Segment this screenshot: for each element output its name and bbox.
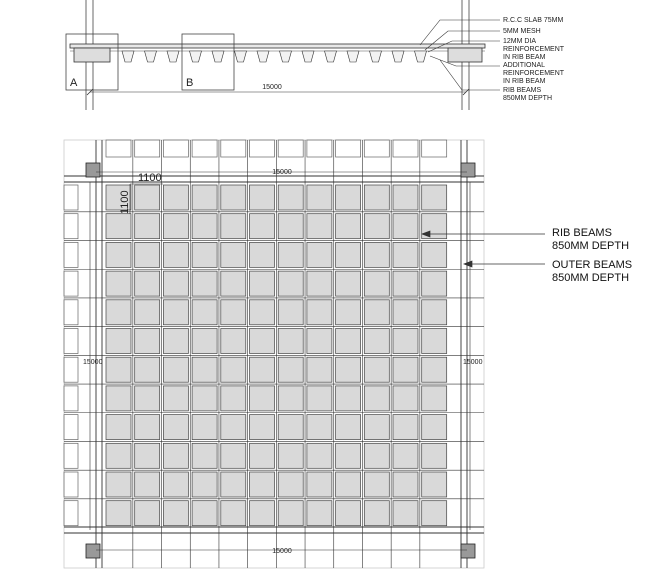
coffer-panel <box>336 472 361 497</box>
coffer-panel <box>135 415 160 440</box>
rib-profile <box>392 51 404 62</box>
end-beam-right <box>448 48 482 62</box>
coffer-panel <box>250 386 275 411</box>
coffer-panel <box>336 329 361 354</box>
coffer-panel <box>336 357 361 382</box>
coffer-panel <box>135 472 160 497</box>
coffer-panel <box>422 443 447 468</box>
label-mesh: 5MM MESH <box>503 28 541 35</box>
coffer-panel <box>221 415 246 440</box>
stub-top <box>250 140 275 157</box>
rib-profile <box>325 51 337 62</box>
coffer-panel <box>135 214 160 239</box>
coffer-panel <box>393 300 418 325</box>
coffer-panel <box>336 271 361 296</box>
stub-top <box>221 140 246 157</box>
stub-top <box>192 140 217 157</box>
coffer-panel <box>393 242 418 267</box>
coffer-panel <box>135 386 160 411</box>
coffer-panel <box>393 501 418 526</box>
coffer-panel <box>135 242 160 267</box>
plan-dim-left: 15000 <box>83 359 103 366</box>
coffer-panel <box>250 214 275 239</box>
coffer-panel <box>278 242 303 267</box>
coffer-panel <box>192 415 217 440</box>
coffer-panel <box>163 357 188 382</box>
rib-profile <box>167 51 179 62</box>
stub-left <box>64 443 78 468</box>
coffer-panel <box>364 443 389 468</box>
coffer-panel <box>106 300 131 325</box>
coffer-panel <box>422 501 447 526</box>
coffer-panel <box>364 329 389 354</box>
coffer-panel <box>393 357 418 382</box>
section-labels <box>503 17 565 102</box>
coffer-panel <box>163 472 188 497</box>
coffer-panel <box>221 386 246 411</box>
coffer-panel <box>221 443 246 468</box>
coffer-panel <box>307 357 332 382</box>
coffer-panel <box>106 501 131 526</box>
coffer-panel <box>135 271 160 296</box>
callout-rib-depth: 850MM DEPTH <box>552 240 630 252</box>
coffer-panel <box>192 501 217 526</box>
coffer-panel <box>307 472 332 497</box>
coffer-panel <box>250 415 275 440</box>
stub-left <box>64 214 78 239</box>
coffer-panel <box>422 472 447 497</box>
stub-left <box>64 415 78 440</box>
rib-profile <box>370 51 382 62</box>
coffer-panel <box>307 271 332 296</box>
coffer-panel <box>221 357 246 382</box>
rib-profile <box>145 51 157 62</box>
coffer-panel <box>364 300 389 325</box>
stub-left <box>64 472 78 497</box>
detail-label-a: A <box>70 77 78 89</box>
column-bottom-left <box>86 544 100 558</box>
coffer-panel <box>422 185 447 210</box>
coffer-panel <box>307 242 332 267</box>
coffer-panel <box>278 443 303 468</box>
label-reinforcement-2: REINFORCEMENT <box>503 70 565 77</box>
rib-profile <box>415 51 427 62</box>
coffer-panel <box>393 472 418 497</box>
coffer-panel <box>106 472 131 497</box>
coffer-panel <box>250 300 275 325</box>
plan-dim-top: 15000 <box>272 169 292 176</box>
coffer-panel <box>192 300 217 325</box>
coffer-panel <box>278 386 303 411</box>
coffer-panel <box>307 300 332 325</box>
coffer-panel <box>422 386 447 411</box>
coffer-panel <box>336 185 361 210</box>
coffer-panel <box>250 443 275 468</box>
coffer-panel <box>278 357 303 382</box>
coffer-panel <box>336 386 361 411</box>
rib-profile <box>190 51 202 62</box>
coffer-panel <box>422 357 447 382</box>
coffer-panel <box>393 185 418 210</box>
coffer-panel <box>364 415 389 440</box>
coffer-panel <box>393 214 418 239</box>
coffer-panel <box>221 472 246 497</box>
stub-top <box>278 140 303 157</box>
stub-left <box>64 271 78 296</box>
coffer-panel <box>221 501 246 526</box>
coffer-panel <box>106 386 131 411</box>
stub-top <box>307 140 332 157</box>
coffer-panel <box>163 386 188 411</box>
coffer-panel <box>393 329 418 354</box>
coffer-panel <box>106 271 131 296</box>
rib-beam-profiles <box>122 51 427 62</box>
coffer-panel <box>278 329 303 354</box>
callout-outer-beams: OUTER BEAMS <box>552 259 633 271</box>
coffer-panel <box>192 185 217 210</box>
coffer-panel <box>192 357 217 382</box>
rib-profile <box>347 51 359 62</box>
coffer-panel <box>364 472 389 497</box>
column-top-right <box>461 163 475 177</box>
rib-profile <box>302 51 314 62</box>
coffer-panel <box>221 242 246 267</box>
coffer-panel <box>250 242 275 267</box>
label-12mm-dia: 12MM DIA <box>503 38 537 45</box>
coffer-panel <box>163 271 188 296</box>
coffer-panel <box>221 329 246 354</box>
stub-left <box>64 501 78 526</box>
coffer-panel <box>250 271 275 296</box>
coffer-panel <box>163 242 188 267</box>
stub-top <box>393 140 418 157</box>
stub-left <box>64 185 78 210</box>
coffer-panel <box>250 185 275 210</box>
stub-left <box>64 386 78 411</box>
coffer-panel <box>135 357 160 382</box>
coffer-panel <box>163 443 188 468</box>
label-in-rib-beam-1: IN RIB BEAM <box>503 54 546 61</box>
coffer-panel <box>250 501 275 526</box>
coffer-panel <box>422 329 447 354</box>
rib-profile <box>257 51 269 62</box>
plan-dim-right: 15000 <box>463 359 483 366</box>
rib-profile <box>212 51 224 62</box>
label-rcc-slab: R.C.C SLAB 75MM <box>503 17 564 24</box>
coffer-panel <box>307 214 332 239</box>
coffer-panel <box>135 501 160 526</box>
coffer-panel <box>364 185 389 210</box>
coffer-panel <box>278 501 303 526</box>
coffer-panel <box>364 357 389 382</box>
coffer-panel <box>135 185 160 210</box>
rib-profile <box>235 51 247 62</box>
coffer-panel <box>364 214 389 239</box>
coffer-panel <box>422 415 447 440</box>
stub-top <box>163 140 188 157</box>
coffer-panel <box>336 415 361 440</box>
stub-top <box>135 140 160 157</box>
coffer-panel <box>278 214 303 239</box>
coffer-panel <box>163 300 188 325</box>
coffer-panel <box>422 242 447 267</box>
coffer-panel <box>163 501 188 526</box>
coffer-panel <box>393 271 418 296</box>
coffer-panel <box>221 214 246 239</box>
panel-dim-horizontal: 1100 <box>138 172 162 184</box>
coffer-panel <box>163 415 188 440</box>
end-beam-left <box>74 48 110 62</box>
stub-left <box>64 300 78 325</box>
label-reinforcement-1: REINFORCEMENT <box>503 46 565 53</box>
coffer-panel <box>422 271 447 296</box>
coffer-panel <box>106 214 131 239</box>
coffer-panel <box>364 386 389 411</box>
coffer-panel <box>278 415 303 440</box>
coffer-panel <box>336 300 361 325</box>
section-span-dim: 15000 <box>262 84 282 91</box>
coffer-panel <box>192 271 217 296</box>
coffer-panel <box>307 443 332 468</box>
coffer-panel <box>278 300 303 325</box>
coffer-panel <box>192 214 217 239</box>
coffer-panel <box>307 185 332 210</box>
callout-outer-depth: 850MM DEPTH <box>552 272 630 284</box>
coffer-panel <box>106 242 131 267</box>
coffer-panel <box>278 185 303 210</box>
coffer-panel <box>221 271 246 296</box>
coffer-panel <box>192 443 217 468</box>
stub-left <box>64 329 78 354</box>
coffer-panel <box>336 443 361 468</box>
stub-top <box>336 140 361 157</box>
stub-top <box>364 140 389 157</box>
coffer-panel <box>250 357 275 382</box>
coffer-panel <box>364 501 389 526</box>
coffer-panel <box>221 185 246 210</box>
coffer-panel <box>250 329 275 354</box>
plan-view <box>64 140 632 568</box>
coffer-panel <box>192 329 217 354</box>
coffer-panel <box>278 472 303 497</box>
column-bottom-right <box>461 544 475 558</box>
coffer-panel <box>336 501 361 526</box>
coffer-panel <box>106 415 131 440</box>
label-850mm-depth: 850MM DEPTH <box>503 95 553 102</box>
coffer-panel <box>364 242 389 267</box>
coffer-panel <box>106 357 131 382</box>
coffer-panel <box>135 329 160 354</box>
coffer-panel <box>336 214 361 239</box>
coffer-panel <box>336 242 361 267</box>
stub-top <box>106 140 131 157</box>
section-view <box>66 0 565 110</box>
callout-rib-beams: RIB BEAMS <box>552 227 612 239</box>
coffer-panel <box>393 415 418 440</box>
stub-top <box>422 140 447 157</box>
column-top-left <box>86 163 100 177</box>
coffer-panel <box>163 214 188 239</box>
coffer-panel <box>393 443 418 468</box>
coffer-panel <box>393 386 418 411</box>
panel-dim-vertical: 1100 <box>119 190 131 214</box>
rib-profile <box>280 51 292 62</box>
label-in-rib-beam-2: IN RIB BEAM <box>503 78 546 85</box>
coffer-panel <box>307 415 332 440</box>
coffer-panel <box>250 472 275 497</box>
label-rib-beams: RIB BEAMS <box>503 87 542 94</box>
label-additional: ADDITIONAL <box>503 62 546 69</box>
rcc-slab <box>70 44 485 48</box>
coffer-panel <box>192 472 217 497</box>
rib-profile <box>122 51 134 62</box>
coffer-panel <box>192 386 217 411</box>
coffer-panel <box>278 271 303 296</box>
coffer-panel <box>307 501 332 526</box>
plan-dim-bottom: 15000 <box>272 548 292 555</box>
coffer-panel <box>163 329 188 354</box>
coffer-panel <box>307 386 332 411</box>
coffer-panel <box>422 300 447 325</box>
coffer-panel <box>135 300 160 325</box>
stub-left <box>64 357 78 382</box>
coffer-panel <box>135 443 160 468</box>
coffer-panel <box>364 271 389 296</box>
coffer-panel <box>163 185 188 210</box>
coffer-panel <box>307 329 332 354</box>
coffer-panel <box>221 300 246 325</box>
coffer-panel <box>192 242 217 267</box>
coffer-panel <box>106 329 131 354</box>
stub-left <box>64 242 78 267</box>
coffer-panel <box>106 443 131 468</box>
detail-label-b: B <box>186 77 194 89</box>
